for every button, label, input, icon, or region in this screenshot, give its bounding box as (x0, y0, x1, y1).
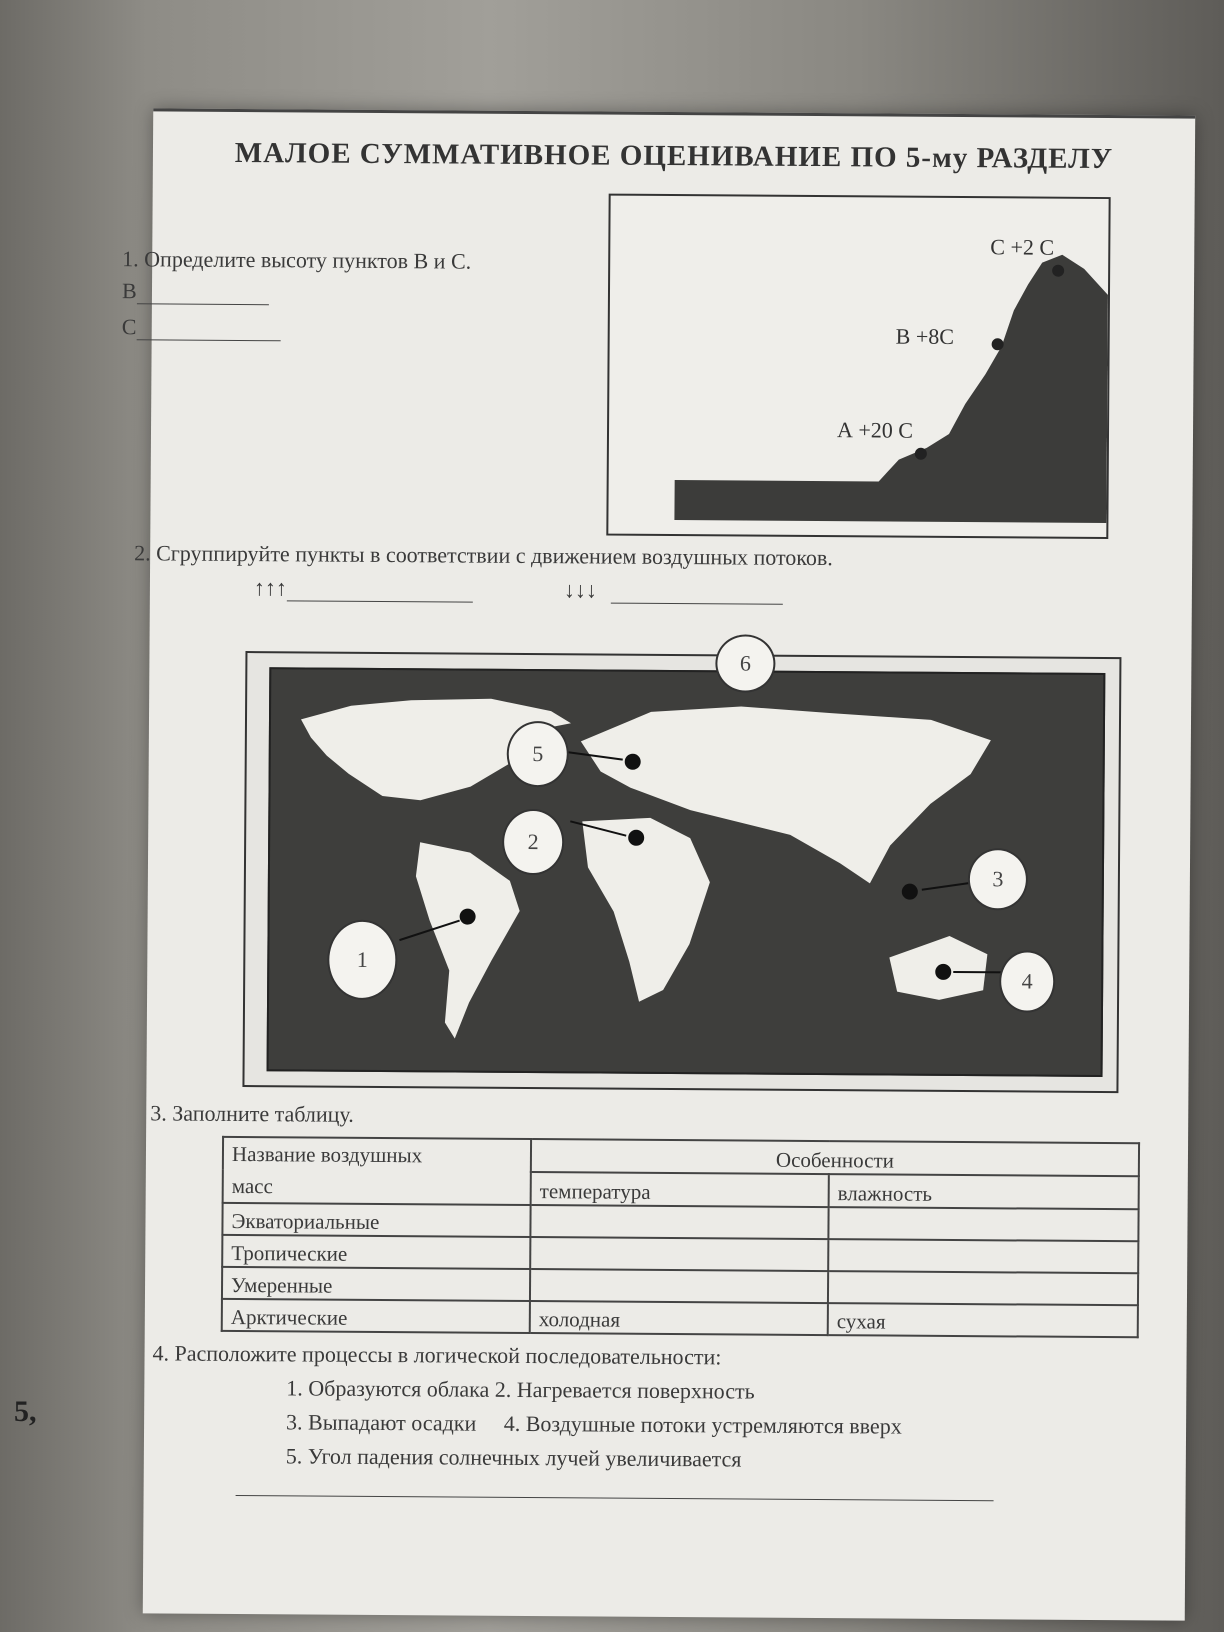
rising-group-blank[interactable] (287, 600, 473, 602)
point-c-label: С +2 С (990, 234, 1055, 260)
table-header-humidity: влажность (829, 1174, 1139, 1209)
point-a-dot (915, 448, 927, 460)
answer-b-blank[interactable] (137, 303, 269, 305)
row-temperature-cell: холодная (530, 1301, 828, 1335)
table-header-air-masses (223, 1137, 531, 1205)
point-3-dot (902, 884, 918, 900)
point-1-dot (460, 909, 476, 925)
answer-b-label: В (121, 278, 137, 304)
row-humidity-cell: сухая (828, 1303, 1138, 1337)
answer-c-label: С (121, 314, 137, 340)
question-3: 3. Заполните таблицу. (150, 1100, 354, 1127)
point-2-dot (628, 830, 644, 846)
row-temperature-cell[interactable] (530, 1237, 828, 1271)
margin-mark: 5, (14, 1395, 37, 1428)
row-temperature-cell[interactable] (530, 1205, 828, 1239)
row-name: Экваториальные (222, 1203, 530, 1237)
point-b-dot (992, 338, 1004, 350)
callout-2: 2 (502, 809, 564, 875)
sequence-answer-blank[interactable] (236, 1493, 994, 1501)
down-arrows: ↓↓↓ (563, 577, 598, 603)
row-humidity-cell[interactable] (828, 1271, 1138, 1305)
callout-5: 5 (507, 721, 569, 787)
row-name: Умеренные (222, 1267, 530, 1301)
process-list-line-2: 3. Выпадают осадки 4. Воздушные потоки устремляются вверх (286, 1409, 902, 1439)
table-header-temperature: температура (531, 1172, 829, 1207)
point-4-dot (935, 964, 951, 980)
answer-b[interactable] (122, 278, 269, 305)
header-line-2: масс (231, 1173, 273, 1199)
answer-c-blank[interactable] (136, 339, 280, 341)
row-temperature-cell[interactable] (530, 1269, 828, 1303)
worksheet (121, 108, 1195, 1620)
row-humidity-cell[interactable] (828, 1239, 1138, 1273)
point-a-label: А +20 С (836, 417, 914, 443)
mountain-slope (674, 252, 1108, 523)
row-name: Арктические (222, 1299, 530, 1333)
table-row (222, 1299, 1138, 1337)
process-list-line-3: 5. Угол падения солнечных лучей увеличивается (285, 1443, 742, 1472)
descending-group[interactable] (564, 577, 783, 605)
process-list-line-1: 1. Образуются облака 2. Нагревается поверхность (286, 1375, 755, 1404)
mountain-profile-diagram (606, 194, 1110, 539)
header-line-1: Название воздушных (231, 1141, 423, 1168)
table-header-features: Особенности (531, 1139, 1139, 1176)
answer-c[interactable] (122, 314, 281, 341)
callout-3: 3 (968, 848, 1028, 910)
question-1: 1. Определите высоту пунктов В и С. (122, 246, 472, 274)
callout-6: 6 (715, 634, 775, 692)
africa (581, 817, 710, 1002)
point-5-dot (625, 754, 641, 770)
air-masses-table (221, 1136, 1140, 1338)
callout-1: 1 (327, 920, 398, 1000)
question-2: 2. Сгруппируйте пункты в соответствии с движением воздушных потоков. (134, 540, 833, 571)
row-name: Тропические (222, 1235, 530, 1269)
world-map-frame (242, 651, 1121, 1093)
callout-4: 4 (999, 950, 1055, 1012)
south-america (415, 842, 520, 1039)
point-b-label: В +8С (895, 323, 955, 349)
point-c-dot (1052, 265, 1064, 277)
rising-group[interactable] (254, 575, 473, 603)
row-humidity-cell[interactable] (828, 1207, 1138, 1241)
page-title: МАЛОЕ СУММАТИВНОЕ ОЦЕНИВАНИЕ ПО 5-му РАЗДЕЛУ (234, 136, 1114, 176)
up-arrows: ↑↑↑ (253, 575, 288, 601)
question-4: 4. Расположите процессы в логической последовательности: (152, 1340, 722, 1370)
descending-group-blank[interactable] (611, 603, 783, 605)
